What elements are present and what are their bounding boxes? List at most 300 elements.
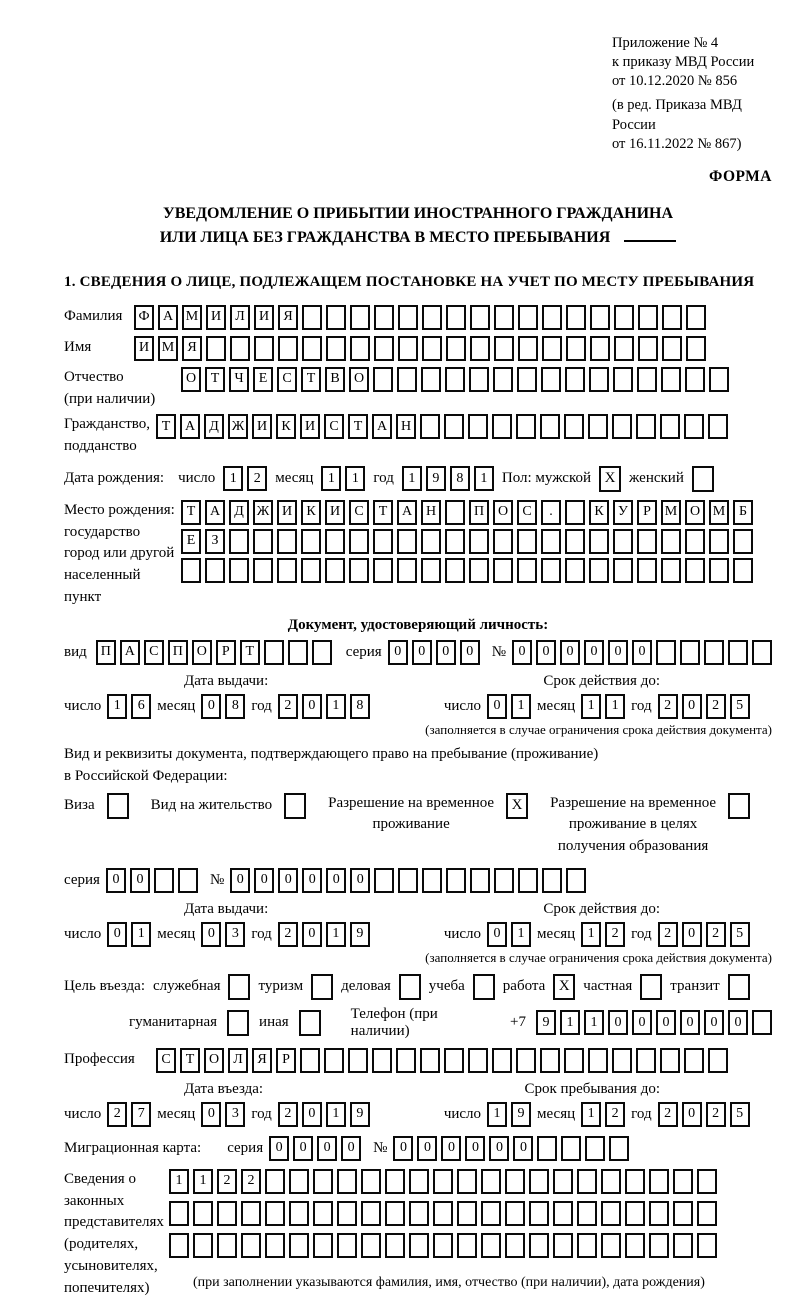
- char-cell[interactable]: 0: [465, 1136, 485, 1161]
- char-cell[interactable]: [313, 1233, 333, 1258]
- char-cell[interactable]: [518, 305, 538, 330]
- char-cell[interactable]: М: [158, 336, 178, 361]
- char-cell[interactable]: [673, 1169, 693, 1194]
- char-cell[interactable]: О: [349, 367, 369, 392]
- char-cell[interactable]: 1: [560, 1010, 580, 1035]
- char-cell[interactable]: [601, 1201, 621, 1226]
- char-cell[interactable]: [708, 1048, 728, 1073]
- char-cell[interactable]: [590, 305, 610, 330]
- char-cell[interactable]: [537, 1136, 557, 1161]
- char-cell[interactable]: [561, 1136, 581, 1161]
- char-cell[interactable]: [469, 367, 489, 392]
- char-cell[interactable]: 8: [350, 694, 370, 719]
- char-cell[interactable]: 0: [487, 694, 507, 719]
- checkbox-purpose-private[interactable]: [640, 974, 662, 1000]
- char-cell[interactable]: [217, 1201, 237, 1226]
- char-cell[interactable]: [325, 558, 345, 583]
- char-cell[interactable]: [397, 558, 417, 583]
- char-cell[interactable]: [564, 1048, 584, 1073]
- char-cell[interactable]: [374, 868, 394, 893]
- char-cell[interactable]: М: [709, 500, 729, 525]
- char-cell[interactable]: [613, 367, 633, 392]
- char-cell[interactable]: Я: [278, 305, 298, 330]
- char-cell[interactable]: 9: [426, 466, 446, 491]
- char-cell[interactable]: [709, 367, 729, 392]
- char-cell[interactable]: [422, 305, 442, 330]
- char-cell[interactable]: 0: [201, 1102, 221, 1127]
- char-cell[interactable]: Д: [204, 414, 224, 439]
- char-cell[interactable]: 3: [225, 922, 245, 947]
- char-cell[interactable]: [349, 529, 369, 554]
- char-cell[interactable]: 2: [658, 922, 678, 947]
- char-cell[interactable]: С: [349, 500, 369, 525]
- char-cell[interactable]: 2: [278, 1102, 298, 1127]
- char-cell[interactable]: [361, 1201, 381, 1226]
- char-cell[interactable]: [684, 414, 704, 439]
- char-cell[interactable]: [302, 305, 322, 330]
- char-cell[interactable]: [613, 529, 633, 554]
- char-cell[interactable]: А: [180, 414, 200, 439]
- char-cell[interactable]: [277, 558, 297, 583]
- char-cell[interactable]: Т: [180, 1048, 200, 1073]
- char-cell[interactable]: [609, 1136, 629, 1161]
- char-cell[interactable]: [312, 640, 332, 665]
- char-cell[interactable]: 0: [728, 1010, 748, 1035]
- char-cell[interactable]: [154, 868, 174, 893]
- char-cell[interactable]: 1: [193, 1169, 213, 1194]
- char-cell[interactable]: 2: [605, 922, 625, 947]
- char-cell[interactable]: [638, 336, 658, 361]
- char-cell[interactable]: [277, 529, 297, 554]
- char-cell[interactable]: [637, 367, 657, 392]
- char-cell[interactable]: [468, 414, 488, 439]
- char-cell[interactable]: [529, 1201, 549, 1226]
- char-cell[interactable]: 9: [350, 922, 370, 947]
- char-cell[interactable]: [457, 1233, 477, 1258]
- char-cell[interactable]: [649, 1233, 669, 1258]
- char-cell[interactable]: [577, 1233, 597, 1258]
- char-cell[interactable]: 0: [704, 1010, 724, 1035]
- char-cell[interactable]: [422, 868, 442, 893]
- char-cell[interactable]: [589, 367, 609, 392]
- char-cell[interactable]: [708, 414, 728, 439]
- char-cell[interactable]: [612, 414, 632, 439]
- char-cell[interactable]: [409, 1201, 429, 1226]
- char-cell[interactable]: 7: [131, 1102, 151, 1127]
- char-cell[interactable]: 1: [581, 694, 601, 719]
- char-cell[interactable]: [254, 336, 274, 361]
- char-cell[interactable]: Д: [229, 500, 249, 525]
- char-cell[interactable]: [540, 1048, 560, 1073]
- char-cell[interactable]: 8: [450, 466, 470, 491]
- char-cell[interactable]: 0: [584, 640, 604, 665]
- char-cell[interactable]: [337, 1169, 357, 1194]
- char-cell[interactable]: [541, 529, 561, 554]
- char-cell[interactable]: [636, 1048, 656, 1073]
- char-cell[interactable]: [178, 868, 198, 893]
- char-cell[interactable]: Ч: [229, 367, 249, 392]
- char-cell[interactable]: 0: [680, 1010, 700, 1035]
- char-cell[interactable]: Т: [373, 500, 393, 525]
- char-cell[interactable]: [589, 558, 609, 583]
- char-cell[interactable]: 0: [460, 640, 480, 665]
- char-cell[interactable]: Н: [421, 500, 441, 525]
- char-cell[interactable]: 0: [326, 868, 346, 893]
- char-cell[interactable]: Ж: [228, 414, 248, 439]
- char-cell[interactable]: [661, 529, 681, 554]
- char-cell[interactable]: [662, 336, 682, 361]
- char-cell[interactable]: [385, 1169, 405, 1194]
- char-cell[interactable]: [517, 529, 537, 554]
- char-cell[interactable]: М: [182, 305, 202, 330]
- char-cell[interactable]: [685, 529, 705, 554]
- char-cell[interactable]: 8: [225, 694, 245, 719]
- char-cell[interactable]: О: [493, 500, 513, 525]
- char-cell[interactable]: 1: [131, 922, 151, 947]
- char-cell[interactable]: [542, 305, 562, 330]
- char-cell[interactable]: 0: [388, 640, 408, 665]
- char-cell[interactable]: К: [589, 500, 609, 525]
- char-cell[interactable]: 1: [487, 1102, 507, 1127]
- char-cell[interactable]: 0: [106, 868, 126, 893]
- char-cell[interactable]: [601, 1169, 621, 1194]
- char-cell[interactable]: 0: [393, 1136, 413, 1161]
- char-cell[interactable]: 2: [241, 1169, 261, 1194]
- char-cell[interactable]: [637, 529, 657, 554]
- char-cell[interactable]: 0: [278, 868, 298, 893]
- char-cell[interactable]: 0: [201, 922, 221, 947]
- char-cell[interactable]: [492, 1048, 512, 1073]
- char-cell[interactable]: А: [205, 500, 225, 525]
- char-cell[interactable]: 1: [321, 466, 341, 491]
- char-cell[interactable]: 1: [223, 466, 243, 491]
- char-cell[interactable]: 0: [487, 922, 507, 947]
- char-cell[interactable]: [493, 367, 513, 392]
- char-cell[interactable]: [433, 1201, 453, 1226]
- char-cell[interactable]: [421, 529, 441, 554]
- char-cell[interactable]: 0: [513, 1136, 533, 1161]
- char-cell[interactable]: [289, 1169, 309, 1194]
- char-cell[interactable]: [565, 529, 585, 554]
- char-cell[interactable]: [350, 305, 370, 330]
- char-cell[interactable]: [481, 1201, 501, 1226]
- checkbox-female[interactable]: [692, 466, 714, 492]
- char-cell[interactable]: О: [181, 367, 201, 392]
- char-cell[interactable]: [409, 1233, 429, 1258]
- char-cell[interactable]: И: [134, 336, 154, 361]
- char-cell[interactable]: Т: [205, 367, 225, 392]
- char-cell[interactable]: [649, 1169, 669, 1194]
- char-cell[interactable]: [540, 414, 560, 439]
- char-cell[interactable]: [518, 336, 538, 361]
- checkbox-temp-permit-edu[interactable]: [728, 793, 750, 819]
- char-cell[interactable]: [686, 336, 706, 361]
- char-cell[interactable]: [457, 1201, 477, 1226]
- char-cell[interactable]: А: [372, 414, 392, 439]
- char-cell[interactable]: И: [254, 305, 274, 330]
- char-cell[interactable]: М: [661, 500, 681, 525]
- char-cell[interactable]: Т: [156, 414, 176, 439]
- char-cell[interactable]: З: [205, 529, 225, 554]
- char-cell[interactable]: 0: [107, 922, 127, 947]
- char-cell[interactable]: [289, 1233, 309, 1258]
- char-cell[interactable]: [601, 1233, 621, 1258]
- char-cell[interactable]: 2: [217, 1169, 237, 1194]
- char-cell[interactable]: 0: [608, 1010, 628, 1035]
- checkbox-purpose-humanitarian[interactable]: [227, 1010, 249, 1036]
- char-cell[interactable]: Б: [733, 500, 753, 525]
- char-cell[interactable]: [373, 367, 393, 392]
- char-cell[interactable]: [445, 529, 465, 554]
- char-cell[interactable]: 1: [326, 694, 346, 719]
- char-cell[interactable]: И: [252, 414, 272, 439]
- char-cell[interactable]: С: [144, 640, 164, 665]
- char-cell[interactable]: [313, 1201, 333, 1226]
- checkbox-purpose-business[interactable]: [399, 974, 421, 1000]
- char-cell[interactable]: 0: [489, 1136, 509, 1161]
- char-cell[interactable]: С: [517, 500, 537, 525]
- char-cell[interactable]: 0: [560, 640, 580, 665]
- char-cell[interactable]: [193, 1201, 213, 1226]
- char-cell[interactable]: [325, 529, 345, 554]
- char-cell[interactable]: [301, 529, 321, 554]
- char-cell[interactable]: [673, 1201, 693, 1226]
- char-cell[interactable]: [397, 529, 417, 554]
- char-cell[interactable]: Е: [181, 529, 201, 554]
- checkbox-residence-permit[interactable]: [284, 793, 306, 819]
- checkbox-purpose-office[interactable]: [228, 974, 250, 1000]
- char-cell[interactable]: [348, 1048, 368, 1073]
- char-cell[interactable]: 2: [658, 694, 678, 719]
- char-cell[interactable]: [662, 305, 682, 330]
- char-cell[interactable]: [660, 1048, 680, 1073]
- char-cell[interactable]: [566, 305, 586, 330]
- char-cell[interactable]: 1: [345, 466, 365, 491]
- char-cell[interactable]: [373, 558, 393, 583]
- char-cell[interactable]: 0: [302, 922, 322, 947]
- char-cell[interactable]: [421, 558, 441, 583]
- checkbox-purpose-transit[interactable]: [728, 974, 750, 1000]
- char-cell[interactable]: 0: [302, 694, 322, 719]
- char-cell[interactable]: 1: [584, 1010, 604, 1035]
- checkbox-purpose-work[interactable]: X: [553, 974, 575, 1000]
- char-cell[interactable]: 5: [730, 922, 750, 947]
- char-cell[interactable]: К: [276, 414, 296, 439]
- char-cell[interactable]: 1: [326, 922, 346, 947]
- char-cell[interactable]: Р: [276, 1048, 296, 1073]
- char-cell[interactable]: [326, 305, 346, 330]
- char-cell[interactable]: [265, 1201, 285, 1226]
- char-cell[interactable]: [541, 367, 561, 392]
- char-cell[interactable]: И: [325, 500, 345, 525]
- char-cell[interactable]: [241, 1233, 261, 1258]
- char-cell[interactable]: [385, 1233, 405, 1258]
- char-cell[interactable]: [397, 367, 417, 392]
- char-cell[interactable]: [169, 1233, 189, 1258]
- char-cell[interactable]: 5: [730, 1102, 750, 1127]
- char-cell[interactable]: 1: [326, 1102, 346, 1127]
- char-cell[interactable]: Т: [181, 500, 201, 525]
- char-cell[interactable]: 1: [581, 1102, 601, 1127]
- char-cell[interactable]: .: [541, 500, 561, 525]
- char-cell[interactable]: [446, 305, 466, 330]
- char-cell[interactable]: 0: [269, 1136, 289, 1161]
- char-cell[interactable]: [446, 336, 466, 361]
- char-cell[interactable]: [529, 1233, 549, 1258]
- char-cell[interactable]: У: [613, 500, 633, 525]
- checkbox-visa[interactable]: [107, 793, 129, 819]
- char-cell[interactable]: [516, 1048, 536, 1073]
- char-cell[interactable]: 0: [512, 640, 532, 665]
- char-cell[interactable]: [373, 529, 393, 554]
- char-cell[interactable]: 0: [682, 1102, 702, 1127]
- char-cell[interactable]: [469, 558, 489, 583]
- char-cell[interactable]: [704, 640, 724, 665]
- char-cell[interactable]: Я: [182, 336, 202, 361]
- char-cell[interactable]: Р: [216, 640, 236, 665]
- char-cell[interactable]: [265, 1169, 285, 1194]
- char-cell[interactable]: И: [300, 414, 320, 439]
- char-cell[interactable]: [396, 1048, 416, 1073]
- char-cell[interactable]: Т: [348, 414, 368, 439]
- char-cell[interactable]: [493, 529, 513, 554]
- char-cell[interactable]: [518, 868, 538, 893]
- char-cell[interactable]: 2: [706, 922, 726, 947]
- char-cell[interactable]: Я: [252, 1048, 272, 1073]
- char-cell[interactable]: [169, 1201, 189, 1226]
- char-cell[interactable]: [264, 640, 284, 665]
- char-cell[interactable]: [337, 1201, 357, 1226]
- char-cell[interactable]: И: [206, 305, 226, 330]
- char-cell[interactable]: [614, 305, 634, 330]
- char-cell[interactable]: 0: [656, 1010, 676, 1035]
- char-cell[interactable]: [470, 336, 490, 361]
- char-cell[interactable]: [494, 868, 514, 893]
- char-cell[interactable]: 2: [278, 922, 298, 947]
- char-cell[interactable]: [553, 1233, 573, 1258]
- char-cell[interactable]: [697, 1169, 717, 1194]
- char-cell[interactable]: 9: [350, 1102, 370, 1127]
- char-cell[interactable]: [470, 868, 490, 893]
- char-cell[interactable]: [446, 868, 466, 893]
- char-cell[interactable]: 5: [730, 694, 750, 719]
- char-cell[interactable]: [481, 1169, 501, 1194]
- char-cell[interactable]: [566, 336, 586, 361]
- char-cell[interactable]: [566, 868, 586, 893]
- char-cell[interactable]: [636, 414, 656, 439]
- char-cell[interactable]: [590, 336, 610, 361]
- char-cell[interactable]: [481, 1233, 501, 1258]
- char-cell[interactable]: С: [277, 367, 297, 392]
- char-cell[interactable]: 2: [247, 466, 267, 491]
- char-cell[interactable]: 0: [417, 1136, 437, 1161]
- char-cell[interactable]: 0: [293, 1136, 313, 1161]
- char-cell[interactable]: [637, 558, 657, 583]
- char-cell[interactable]: [564, 414, 584, 439]
- char-cell[interactable]: 1: [474, 466, 494, 491]
- char-cell[interactable]: [565, 367, 585, 392]
- char-cell[interactable]: 1: [511, 922, 531, 947]
- char-cell[interactable]: [588, 414, 608, 439]
- char-cell[interactable]: И: [277, 500, 297, 525]
- char-cell[interactable]: [444, 1048, 464, 1073]
- char-cell[interactable]: [625, 1201, 645, 1226]
- char-cell[interactable]: [684, 1048, 704, 1073]
- char-cell[interactable]: 0: [632, 1010, 652, 1035]
- char-cell[interactable]: [638, 305, 658, 330]
- checkbox-temp-permit[interactable]: X: [506, 793, 528, 819]
- char-cell[interactable]: 0: [436, 640, 456, 665]
- char-cell[interactable]: [433, 1169, 453, 1194]
- char-cell[interactable]: [372, 1048, 392, 1073]
- char-cell[interactable]: [728, 640, 748, 665]
- char-cell[interactable]: Ф: [134, 305, 154, 330]
- char-cell[interactable]: [217, 1233, 237, 1258]
- char-cell[interactable]: [625, 1169, 645, 1194]
- char-cell[interactable]: [588, 1048, 608, 1073]
- char-cell[interactable]: П: [469, 500, 489, 525]
- char-cell[interactable]: [302, 336, 322, 361]
- char-cell[interactable]: [349, 558, 369, 583]
- char-cell[interactable]: [697, 1233, 717, 1258]
- char-cell[interactable]: О: [204, 1048, 224, 1073]
- char-cell[interactable]: Т: [240, 640, 260, 665]
- char-cell[interactable]: [457, 1169, 477, 1194]
- char-cell[interactable]: [313, 1169, 333, 1194]
- char-cell[interactable]: А: [158, 305, 178, 330]
- char-cell[interactable]: С: [156, 1048, 176, 1073]
- char-cell[interactable]: [433, 1233, 453, 1258]
- char-cell[interactable]: [253, 529, 273, 554]
- char-cell[interactable]: [649, 1201, 669, 1226]
- char-cell[interactable]: [529, 1169, 549, 1194]
- char-cell[interactable]: П: [168, 640, 188, 665]
- char-cell[interactable]: [589, 529, 609, 554]
- char-cell[interactable]: [265, 1233, 285, 1258]
- char-cell[interactable]: 0: [341, 1136, 361, 1161]
- char-cell[interactable]: 1: [511, 694, 531, 719]
- char-cell[interactable]: [445, 367, 465, 392]
- char-cell[interactable]: [229, 558, 249, 583]
- char-cell[interactable]: [469, 529, 489, 554]
- char-cell[interactable]: [444, 414, 464, 439]
- char-cell[interactable]: 2: [278, 694, 298, 719]
- char-cell[interactable]: 0: [682, 694, 702, 719]
- char-cell[interactable]: 0: [230, 868, 250, 893]
- checkbox-male[interactable]: X: [599, 466, 621, 492]
- char-cell[interactable]: [752, 640, 772, 665]
- char-cell[interactable]: 1: [169, 1169, 189, 1194]
- char-cell[interactable]: Р: [637, 500, 657, 525]
- char-cell[interactable]: 1: [581, 922, 601, 947]
- char-cell[interactable]: Т: [301, 367, 321, 392]
- char-cell[interactable]: [505, 1201, 525, 1226]
- char-cell[interactable]: [361, 1233, 381, 1258]
- char-cell[interactable]: 0: [317, 1136, 337, 1161]
- char-cell[interactable]: [361, 1169, 381, 1194]
- char-cell[interactable]: [206, 336, 226, 361]
- char-cell[interactable]: [445, 500, 465, 525]
- char-cell[interactable]: В: [325, 367, 345, 392]
- char-cell[interactable]: [470, 305, 490, 330]
- char-cell[interactable]: [517, 558, 537, 583]
- char-cell[interactable]: [337, 1233, 357, 1258]
- char-cell[interactable]: [565, 558, 585, 583]
- char-cell[interactable]: Л: [228, 1048, 248, 1073]
- char-cell[interactable]: 0: [254, 868, 274, 893]
- char-cell[interactable]: [445, 558, 465, 583]
- char-cell[interactable]: [494, 336, 514, 361]
